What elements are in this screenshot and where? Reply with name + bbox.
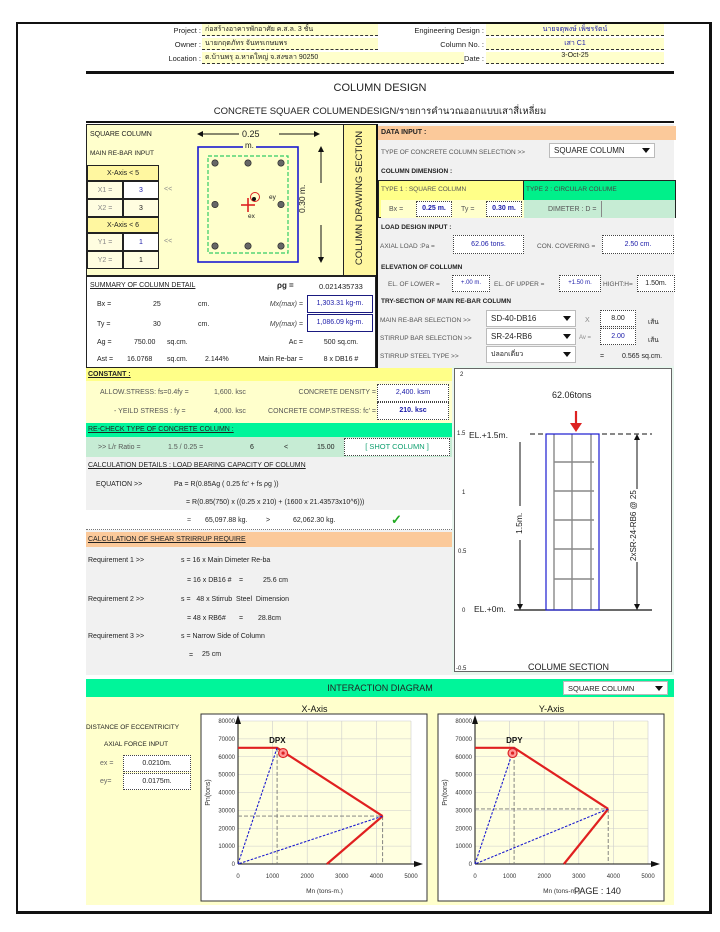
- load-point-dot: [252, 197, 256, 201]
- column-type-label: TYPE OF CONCRETE COLUMN SELECTION >>: [381, 149, 526, 156]
- x-axis-header: X-Axis < 5: [87, 165, 159, 181]
- covering-input[interactable]: 2.50 cm.: [602, 235, 674, 254]
- av-label: Av =: [579, 335, 592, 341]
- ag-unit: sq.cm.: [167, 339, 188, 346]
- header: [86, 24, 676, 70]
- eccentricity-title: DISTANCE OF ECCENTRICITY: [86, 724, 180, 731]
- req3-result: 25 cm: [202, 651, 222, 658]
- column-type: SQUARE COLUMN: [90, 131, 152, 138]
- steel-type-select-value: ปลอกเดี่ยว: [491, 351, 524, 358]
- req1-result: 25.6 cm: [263, 577, 288, 584]
- rebar-icon: [245, 243, 251, 249]
- bx-label: Bx =: [97, 301, 112, 308]
- elev-tick: 0: [462, 608, 466, 614]
- equation-label: EQUATION >>: [96, 481, 143, 488]
- diameter-input[interactable]: [601, 201, 673, 217]
- multiply-label: X: [585, 317, 590, 324]
- header-divider: [86, 71, 674, 74]
- y-tick-label: 70000: [455, 736, 472, 743]
- y-tick-label: 60000: [218, 754, 235, 761]
- fs-value: 1,600. ksc: [214, 389, 246, 396]
- ty-input-label: Ty =: [461, 206, 475, 213]
- summary-panel: [86, 276, 376, 368]
- type2-panel: [524, 180, 676, 218]
- owner-label: Owner :: [174, 40, 201, 49]
- ty-value: 30: [153, 321, 161, 328]
- date-label: Date :: [463, 54, 484, 63]
- density-input[interactable]: 2,400. ksm: [377, 384, 449, 402]
- date-value[interactable]: 3-Oct-25: [486, 52, 664, 64]
- y-tick-label: 30000: [455, 808, 472, 815]
- ast-value: 16.0768: [127, 356, 153, 363]
- req2-equals: =: [239, 615, 244, 622]
- my-label: My(max) =: [269, 321, 303, 328]
- req1-calc: = 16 x DB16 #: [187, 577, 232, 584]
- rebar-icon: [212, 243, 218, 249]
- elev-tick: 1.5: [457, 431, 466, 437]
- req3-label: Requirement 3 >>: [88, 633, 145, 640]
- req1-equals: =: [239, 577, 244, 584]
- ast-unit: sq.cm.: [167, 356, 188, 363]
- chart-svg: [433, 703, 670, 903]
- lower-label: EL. OF LOWER =: [388, 281, 440, 288]
- y-axis-label: Pn(tons): [442, 779, 449, 806]
- design-point-label: DPX: [269, 735, 286, 745]
- shear-panel: [86, 547, 452, 675]
- stirrup-spacing-label: 2xSR-24-RB6 @ 25: [629, 490, 638, 561]
- ty-label: Ty =: [97, 321, 111, 328]
- mx-value: 1,303.31 kg-m.: [307, 295, 373, 313]
- x1-label: X1 =: [87, 181, 123, 199]
- section-caption: COLUME SECTION: [528, 662, 610, 672]
- x-tick-label: 2000: [537, 874, 551, 880]
- steel-type-label: STIRRUP STEEL TYPE >>: [380, 353, 459, 360]
- page-subtitle: CONCRETE SQUAER COLUMENDESIGN/รายการคำนวณออกแบบเสาสี่เหลี่ยม: [213, 106, 547, 117]
- x1-arrow: <<: [164, 186, 173, 193]
- y2-value: 1: [123, 251, 159, 269]
- load-title: LOAD DESIGN INPUT :: [381, 224, 452, 231]
- calc-panel: [86, 457, 452, 532]
- type1-panel: [378, 180, 524, 218]
- fc-label: CONCRETE COMP.STRESS: fc' =: [268, 408, 376, 415]
- elev-tick: 0.5: [458, 549, 467, 555]
- ac-value: 500 sq.cm.: [323, 339, 359, 346]
- bottom-elevation: EL.+0m.: [474, 604, 506, 614]
- mainbar-value: 8 x DB16 #: [323, 356, 359, 363]
- hight-value: 1.50m.: [637, 275, 675, 292]
- location-value[interactable]: ต.บ้านพรุ อ.หาดใหญ่ จ.สงขลา 90250: [202, 52, 464, 64]
- chart-title: X-Axis: [301, 704, 328, 714]
- ac-label: Ac =: [288, 339, 303, 346]
- equation-line-2: = R(0.85(750) x ((0.25 x 210) + (1600 x 21.43573x10^6))): [186, 499, 365, 506]
- ex-label: ex: [248, 213, 255, 220]
- capacity-gt: >: [266, 517, 271, 524]
- design-point-center: [281, 751, 284, 754]
- y-axis-header: X-Axis < 6: [87, 217, 159, 233]
- av-input[interactable]: 2.00: [600, 328, 636, 345]
- x-tick-label: 0: [236, 874, 240, 880]
- project-value[interactable]: ก่อสร้างอาคารพักอาศัย ค.ส.ล. 3 ชั้น: [202, 24, 378, 36]
- design-point-center: [511, 751, 514, 754]
- interaction-chart-y: [433, 703, 670, 903]
- axial-load-label: AXIAL LOAD :Pa =: [380, 243, 435, 250]
- elevation-drawing: [452, 366, 674, 675]
- top-elevation: EL.+1.5m.: [469, 430, 508, 440]
- bx-value: 25: [153, 301, 161, 308]
- fy-label: - YEILD STRESS : fy =: [114, 408, 186, 415]
- axial-force-title: AXIAL FORCE INPUT: [104, 741, 169, 748]
- chevron-down-icon: [655, 686, 663, 691]
- elev-tick: 1: [462, 490, 466, 496]
- stirrup-area: 0.565 sq.cm.: [622, 353, 663, 360]
- bar-count-input[interactable]: 8.00: [600, 310, 636, 327]
- data-input-panel: [376, 124, 674, 368]
- x1-input[interactable]: 3: [123, 181, 159, 199]
- column-no-label: Column No. :: [440, 40, 484, 49]
- req2-calc: = 48 x RB6#: [187, 615, 226, 622]
- owner-value[interactable]: นายกฤตภัทร จันทรเกษมพร: [202, 38, 378, 50]
- upper-label: EL. OF UPPER =: [494, 281, 545, 288]
- stirrup-dim-arrow-up-icon: [634, 434, 640, 440]
- height-label: 1.5m.: [514, 512, 524, 534]
- fs-label: ALLOW.STRESS: fs=0.4fy =: [100, 389, 189, 396]
- main-rebar-label: MAIN RE-BAR SELECTION >>: [380, 317, 471, 324]
- rebar-icon: [212, 201, 218, 207]
- steel-type-select[interactable]: [486, 346, 576, 363]
- ey-label: ey=: [100, 778, 112, 785]
- ey-value: 0.0175m.: [123, 773, 191, 790]
- type1-label: TYPE 1 : SQUARE COLUMN: [381, 186, 467, 193]
- y-tick-label: 0: [231, 862, 235, 868]
- density-label: CONCRETE DENSITY =: [298, 389, 376, 396]
- load-value: 62,062.30 kg.: [293, 517, 336, 524]
- engineer-label: Engineering Design :: [414, 26, 484, 35]
- chevron-down-icon: [563, 316, 571, 321]
- elev-tick: 2: [460, 372, 464, 378]
- interaction-header: [86, 679, 674, 697]
- width-arrow-left-icon: [197, 131, 203, 137]
- y1-label: Y1 =: [87, 233, 123, 251]
- width-dimension: 0.25: [239, 129, 263, 139]
- bx-input[interactable]: 0.25 m.: [416, 201, 452, 217]
- req1-label: Requirement 1 >>: [88, 557, 145, 564]
- equation-line-1: Pa = R(0.85Ag ( 0.25 fc' + fs ρg )): [174, 481, 279, 488]
- width-arrow-right-icon: [314, 131, 320, 137]
- chart-svg: [196, 703, 433, 903]
- mx-label: Mx(max) =: [269, 301, 303, 308]
- x-tick-label: 1000: [502, 874, 517, 880]
- stirrup-select-value: SR-24-RB6: [491, 332, 532, 341]
- ag-value: 750.00: [134, 339, 156, 346]
- rebar-icon: [278, 160, 284, 166]
- pg-value: 0.021435733: [319, 282, 363, 291]
- column-class-result: [ SHOT COLUMN ]: [344, 438, 450, 456]
- x-tick-label: 1000: [265, 874, 280, 880]
- elev-tick: -0.5: [456, 666, 467, 672]
- ast-percent: 2.144%: [205, 356, 229, 363]
- drawing-panel: [86, 124, 376, 276]
- ty-input[interactable]: 0.30 m.: [486, 201, 522, 217]
- diameter-label: DIMETER : D =: [548, 206, 597, 213]
- stirrup-label: STIRRUP BAR SELECTION >>: [380, 335, 472, 342]
- column-type-select-value: SQUARE COLUMN: [554, 146, 625, 155]
- x-tick-label: 4000: [369, 874, 384, 880]
- result-row: [86, 510, 452, 530]
- ey-label: ey: [269, 194, 276, 201]
- section-label: COLUMN DRAWING SECTION: [354, 130, 365, 266]
- ag-label: Ag =: [97, 339, 112, 346]
- x2-value: 3: [123, 199, 159, 217]
- ast-label: Ast =: [97, 356, 114, 363]
- bar-count-unit: เส้น: [648, 319, 659, 326]
- location-label: Location :: [168, 54, 201, 63]
- elevation-panel: [452, 366, 674, 675]
- interaction-select-value: SQUARE COLUMN: [568, 683, 635, 693]
- chevron-down-icon: [642, 148, 650, 153]
- x2-label: X2 =: [87, 199, 123, 217]
- section-label-box: [343, 125, 376, 275]
- column-no-value[interactable]: เสา C1: [486, 38, 664, 50]
- x-tick-label: 5000: [404, 874, 418, 880]
- calc-title: CALCULATION DETAILS : LOAD BEARING CAPACITY OF COLUMN: [88, 462, 306, 469]
- axial-load-input[interactable]: 62.06 tons.: [453, 235, 524, 254]
- engineer-value[interactable]: นายจตุพงษ์ เพ็ชรรัตน์: [486, 24, 664, 36]
- ratio-expr: 1.5 / 0.25 =: [168, 444, 204, 451]
- type2-label: TYPE 2 : CIRCULAR COLUME: [526, 186, 617, 193]
- check-icon: ✓: [391, 512, 402, 527]
- req2-formula: s = 48 x Stirrub Steel Dimension: [181, 596, 289, 603]
- y-tick-label: 50000: [218, 772, 235, 779]
- pg-label: [277, 281, 294, 290]
- x-axis-label: Mn (tons-m.): [543, 888, 580, 895]
- y-tick-label: 10000: [218, 844, 235, 851]
- rebar-input-label: MAIN RE-BAR INPUT: [90, 150, 154, 157]
- x-tick-label: 4000: [606, 874, 621, 880]
- ratio-limit: 15.00: [317, 444, 335, 451]
- height-arrow-down-icon: [318, 257, 324, 263]
- hight-label: HIGHT:H=: [603, 281, 633, 288]
- upper-input[interactable]: +1.50 m.: [559, 275, 601, 292]
- y-tick-label: 70000: [218, 736, 235, 743]
- req2-result: 28.8cm: [258, 615, 281, 622]
- x-tick-label: 0: [473, 874, 477, 880]
- y-tick-label: 40000: [455, 790, 472, 797]
- interaction-chart-x: [196, 703, 433, 903]
- recheck-header: [86, 423, 452, 437]
- y-tick-label: 20000: [455, 826, 472, 833]
- interaction-title: INTERACTION DIAGRAM: [327, 683, 433, 693]
- capacity-value: 65,097.88 kg.: [205, 517, 248, 524]
- column-section-drawing: [187, 125, 347, 275]
- interaction-select[interactable]: [563, 681, 668, 695]
- chevron-down-icon: [563, 334, 571, 339]
- y-tick-label: 30000: [218, 808, 235, 815]
- y-tick-label: 80000: [218, 719, 235, 725]
- x-tick-label: 3000: [572, 874, 586, 880]
- y-tick-label: 50000: [455, 772, 472, 779]
- av-unit: เส้น: [648, 337, 659, 344]
- y-tick-label: 10000: [455, 844, 472, 851]
- stirrup-select[interactable]: [486, 328, 576, 345]
- y-tick-label: 20000: [218, 826, 235, 833]
- my-value: 1,086.09 kg-m.: [307, 314, 373, 332]
- y-tick-label: 0: [468, 862, 472, 868]
- rebar-icon: [278, 201, 284, 207]
- pg-label-text: ρg =: [277, 281, 294, 290]
- column-type-select[interactable]: [549, 143, 655, 158]
- result-equals: =: [187, 517, 192, 524]
- x-tick-label: 5000: [641, 874, 655, 880]
- req1-formula: s = 16 x Main Dimeter Re-ba: [181, 557, 271, 564]
- stirrup-dim-arrow-down-icon: [634, 604, 640, 610]
- constant-header: [86, 368, 452, 381]
- y-tick-label: 40000: [218, 790, 235, 797]
- constant-title: CONSTANT :: [88, 371, 131, 378]
- height-arrow-up-icon: [318, 146, 324, 152]
- bx-input-label: Bx =: [389, 206, 404, 213]
- rebar-icon: [245, 160, 251, 166]
- elevation-title: ELEVATION OF COLLUMN: [381, 264, 463, 271]
- bx-unit: cm.: [198, 301, 210, 308]
- data-input-title: DATA INPUT :: [378, 126, 676, 140]
- y-axis-label: Pn(tons): [205, 779, 212, 806]
- main-rebar-select-value: SD-40-DB16: [491, 314, 537, 323]
- x-tick-label: 3000: [335, 874, 349, 880]
- height-dimension-text: 0.30 m.: [297, 184, 307, 213]
- y-tick-label: 80000: [455, 719, 472, 725]
- chevron-down-icon: [563, 352, 571, 357]
- x-tick-label: 2000: [300, 874, 314, 880]
- title-divider: [86, 121, 674, 123]
- project-label: Project :: [173, 26, 201, 35]
- area-equals: =: [600, 353, 605, 360]
- covering-label: CON. COVERING =: [537, 243, 596, 250]
- load-arrow-icon: [570, 423, 582, 432]
- req3-formula: s = Narrow Side of Column: [181, 633, 265, 640]
- mainbar-label: Main Re-bar =: [258, 356, 303, 363]
- constant-panel: [86, 368, 452, 423]
- try-section-title: TRY-SECTION OF MAIN RE-BAR COLUMN: [381, 298, 512, 305]
- y1-input[interactable]: 1: [123, 233, 159, 251]
- summary-title: SUMMARY OF COLUMN DETAIL: [90, 282, 196, 289]
- page-title: COLUMN DESIGN: [333, 82, 427, 94]
- ex-label: ex =: [100, 760, 114, 767]
- shear-header: [86, 532, 452, 547]
- design-point-label: DPY: [506, 735, 523, 745]
- recheck-title: RE-CHECK TYPE OF CONCRETE COLUMN :: [88, 426, 234, 433]
- req2-label: Requirement 2 >>: [88, 596, 145, 603]
- req3-equals: =: [189, 652, 194, 659]
- ty-unit: cm.: [198, 321, 210, 328]
- width-unit: m.: [245, 141, 254, 150]
- ratio-value: 6: [250, 444, 254, 451]
- lower-input[interactable]: +.00 m.: [452, 275, 490, 292]
- ex-value: 0.0210m.: [123, 755, 191, 772]
- chart-title: Y-Axis: [538, 704, 565, 714]
- recheck-row: [86, 437, 452, 457]
- dimension-title: COLUMN DIMENSION :: [381, 168, 453, 175]
- ratio-label: >> L/r Ratio =: [98, 444, 141, 451]
- height-dim-arrow-icon: [517, 604, 523, 610]
- shear-title: CALCULATION OF SHEAR STRIRRUP REQUIRE: [88, 536, 246, 543]
- fc-input[interactable]: 210. ksc: [377, 402, 449, 420]
- y-tick-label: 60000: [455, 754, 472, 761]
- ratio-lt: <: [284, 444, 289, 451]
- rebar-icon: [212, 160, 218, 166]
- rebar-icon: [278, 243, 284, 249]
- fy-value: 4,000. ksc: [214, 408, 246, 415]
- y2-label: Y2 =: [87, 251, 123, 269]
- load-label: 62.06tons: [552, 390, 592, 400]
- y1-arrow: <<: [164, 238, 173, 245]
- main-rebar-select[interactable]: [486, 310, 576, 327]
- x-axis-label: Mn (tons-m.): [306, 888, 343, 895]
- page-number: PAGE : 140: [574, 886, 621, 896]
